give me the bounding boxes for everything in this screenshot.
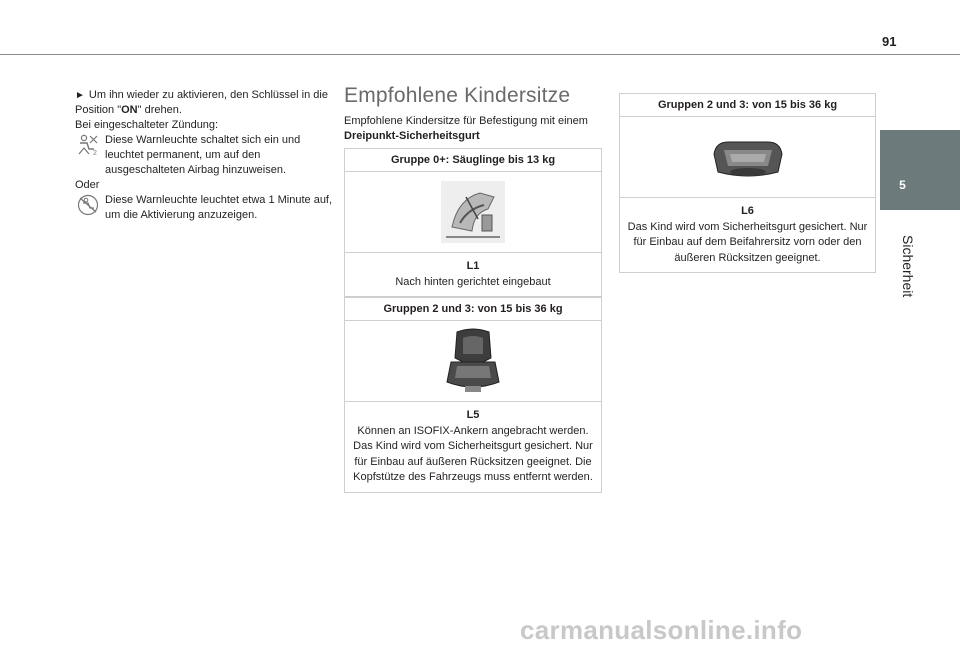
booster-seat-backrest-icon [443,328,503,394]
infant-carrier-icon [438,179,508,245]
card-description: Das Kind wird vom Sicherheitsgurt gesichert. Nur für Einbau auf dem Beifahrersitz vorn oder den äußeren Rücksitzen geeignet. [627,220,868,264]
reactivate-instruction: ► Um ihn wieder zu aktivieren, den Schlüssel in die Position "ON" drehen. [75,89,328,116]
airbag-on-icon [75,194,101,216]
section-intro: Empfohlene Kindersitze für Befestigung mit einem Dreipunkt-Sicherheitsgurt [344,115,588,142]
card-code: L6 [741,205,754,217]
seat-image-l1 [345,172,601,253]
header-rule [0,54,960,55]
seat-image-l5 [345,321,601,402]
booster-cushion-icon [708,132,788,182]
ignition-on-text: Bei eingeschalteter Zündung: [75,119,219,131]
card-group: Gruppen 2 und 3: von 15 bis 36 kg [345,298,601,321]
chapter-label: Sicherheit [900,235,916,298]
left-column [75,88,335,223]
oder-text: Oder [75,179,100,191]
child-seat-card-l5 [344,297,602,493]
chapter-number: 5 [899,178,906,192]
watermark: carmanualsonline.info [520,615,803,645]
card-code: L1 [466,260,480,272]
page-number: 91 [882,34,897,49]
card-description: Können an ISOFIX-Ankern angebracht werden. Das Kind wird vom Sicherheitsgurt gesichert. Nur für Einbau auf äußeren Rücksitzen geeignet. Die Kopfstütze des Fahrzeugs muss entfernt werden. [353,424,593,483]
airbag-off-icon [75,134,101,156]
child-seat-card-l6 [619,93,876,273]
airbag-off-warning: 2 Diese Warnleuchte schaltet sich ein und leuchtet permanent, um auf den ausgeschalteten Airbag hinzuweisen. [75,133,335,178]
arrow-right-icon: ► [75,90,85,101]
seat-image-l6 [620,117,875,198]
svg-text:2: 2 [93,150,97,156]
card-code: L5 [466,409,480,421]
card-group: Gruppen 2 und 3: von 15 bis 36 kg [620,94,875,117]
section-title: Empfohlene Kindersitze [344,84,571,107]
chapter-tab[interactable] [880,130,960,210]
child-seat-card-l1 [344,148,602,297]
card-group: Gruppe 0+: Säuglinge bis 13 kg [345,149,601,172]
airbag-on-warning: Diese Warnleuchte leuchtet etwa 1 Minute auf, um die Aktivierung anzuzeigen. [75,193,335,223]
card-description: Nach hinten gerichtet eingebaut [395,275,551,288]
